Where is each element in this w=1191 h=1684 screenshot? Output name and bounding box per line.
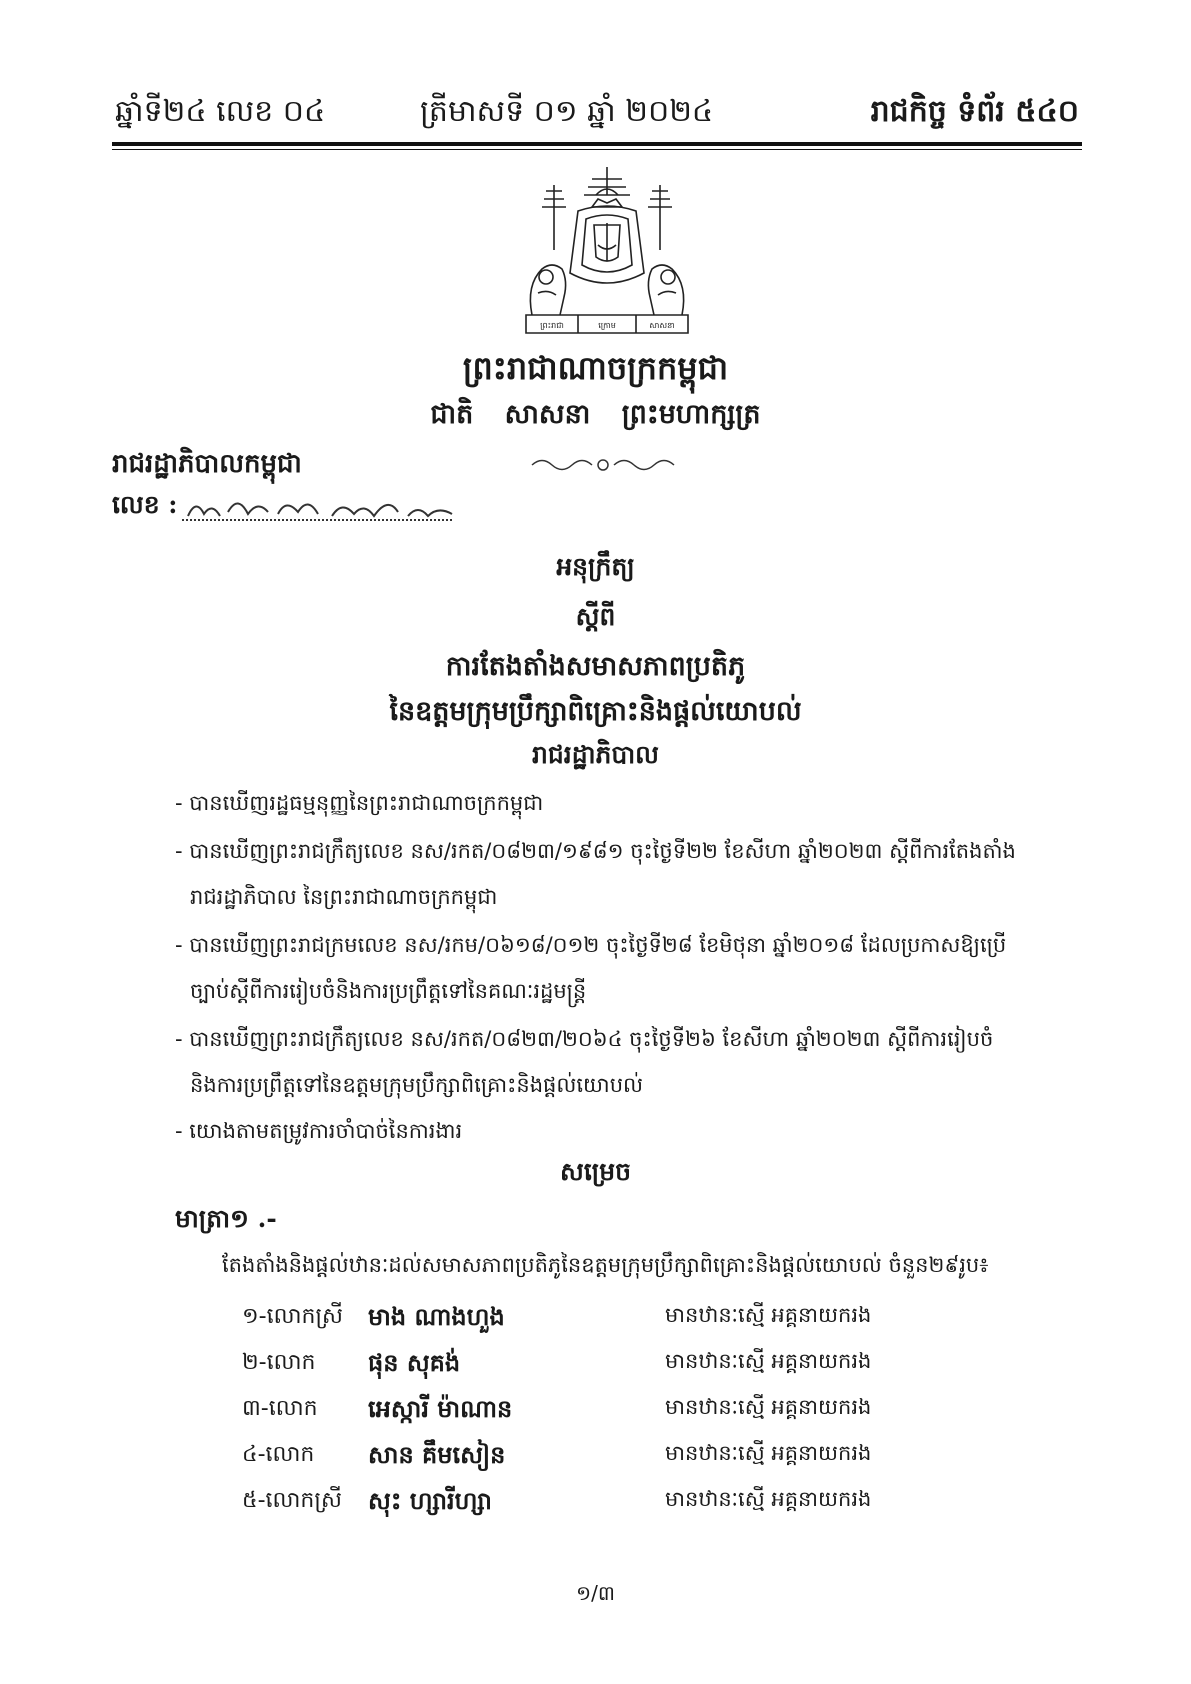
title-about: ស្តីពី [575, 602, 616, 631]
member-row [0, 1302, 1191, 1342]
decision-heading: សម្រេច [560, 1157, 631, 1186]
header-rule-thin [112, 149, 1082, 150]
ribbon-left-text: ព្រះរាជា [540, 321, 564, 330]
member-index: ៤-លោក [242, 1442, 315, 1467]
member-name: ផុន សុគង់ [368, 1348, 461, 1377]
preamble-item: - បានឃើញព្រះរាជក្រឹត្យលេខ នស/រកត/០៨២៣/២០៦៤ ចុះថ្ងៃទី២៦ ខែសីហា ឆ្នាំ២០២៣ ស្តីពីការរៀបចំ [175, 1027, 994, 1051]
member-rank: មានឋានៈស្មើ អគ្គនាយករង [665, 1349, 872, 1373]
title-subject-line2: នៃឧត្តមក្រុមប្រឹក្សាពិគ្រោះនិងផ្តល់យោបល់ [389, 696, 802, 727]
decorative-flourish-icon [528, 454, 678, 476]
member-rank: មានឋានៈស្មើ អគ្គនាយករង [665, 1487, 872, 1511]
gazette-quarter: ត្រីមាសទី ០១ ឆ្នាំ ២០២៤ [420, 94, 714, 129]
member-row [0, 1440, 1191, 1480]
national-motto: ជាតិ សាសនា ព្រះមហាក្សត្រ [430, 399, 761, 430]
royal-arms-of-cambodia-icon [512, 165, 702, 340]
document-type: អនុក្រឹត្យ [556, 552, 635, 581]
title-subject-line1: ការតែងតាំងសមាសភាពប្រតិភូ [445, 651, 746, 682]
page-indicator: ១/៣ [576, 1581, 615, 1605]
member-rank: មានឋានៈស្មើ អគ្គនាយករង [665, 1395, 872, 1419]
title-authority: រាជរដ្ឋាភិបាល [532, 740, 659, 769]
member-name: មាង ណាងហួង [368, 1302, 505, 1331]
member-row [0, 1348, 1191, 1388]
ribbon-right-text: សាសនា [649, 321, 675, 330]
member-row [0, 1486, 1191, 1526]
member-row [0, 1394, 1191, 1434]
document-number-label: លេខ : [112, 490, 178, 519]
issuing-authority: រាជរដ្ឋាភិបាលកម្ពុជា [112, 449, 302, 479]
gazette-page-number: រាជកិច្ច ទំព័រ ៥៤០ [870, 94, 1079, 129]
article-1-label: មាត្រា១ .- [175, 1204, 277, 1233]
ribbon-center-text: ក្រោម [598, 321, 616, 330]
preamble-item: - បានឃើញព្រះរាជក្រឹត្យលេខ នស/រកត/០៨២៣/១៩៨១ ចុះថ្ងៃទី២២ ខែសីហា ឆ្នាំ២០២៣ ស្តីពីការតែងតាំង [175, 839, 1016, 863]
article-1-text: តែងតាំងនិងផ្តល់ឋានៈដល់សមាសភាពប្រតិភូនៃឧត្តមក្រុមប្រឹក្សាពិគ្រោះនិងផ្តល់យោបល់ ចំនួន២៩រូប៖ [222, 1253, 989, 1277]
number-dotted-line [182, 519, 452, 521]
member-rank: មានឋានៈស្មើ អគ្គនាយករង [665, 1303, 872, 1327]
preamble-item-continuation: និងការប្រព្រឹត្តទៅនៃឧត្តមក្រុមប្រឹក្សាពិគ្រោះនិងផ្តល់យោបល់ [190, 1073, 644, 1097]
member-name: សុះ ហ្សារីហ្សា [368, 1486, 492, 1515]
preamble-item-continuation: រាជរដ្ឋាភិបាល នៃព្រះរាជាណាចក្រកម្ពុជា [190, 885, 498, 909]
kingdom-name: ព្រះរាជាណាចក្រកម្ពុជា [462, 349, 729, 387]
header-rule [112, 142, 1082, 146]
member-index: ២-លោក [242, 1350, 316, 1375]
member-index: ៥-លោកស្រី [242, 1488, 342, 1513]
member-index: ៣-លោក [242, 1396, 318, 1421]
member-index: ១-លោកស្រី [242, 1304, 343, 1329]
preamble-item: - បានឃើញព្រះរាជក្រមលេខ នស/រកម/០៦១៨/០១២ ចុះថ្ងៃទី២៨ ខែមិថុនា ឆ្នាំ២០១៨ ដែលប្រកាសឱ្យប្រើ [175, 933, 1007, 957]
preamble-item: - យោងតាមតម្រូវការចាំបាច់នៃការងារ [175, 1119, 463, 1143]
gazette-year-issue: ឆ្នាំទី២៤ លេខ ០៤ [115, 94, 326, 129]
member-name: សាន គឹមសៀន [368, 1440, 506, 1469]
preamble-item: - បានឃើញរដ្ឋធម្មនុញ្ញនៃព្រះរាជាណាចក្រកម្ពុជា [175, 791, 544, 815]
member-rank: មានឋានៈស្មើ អគ្គនាយករង [665, 1441, 872, 1465]
member-name: អេស្ការី ម៉ាណាន [368, 1394, 513, 1423]
handwritten-number-icon [182, 488, 462, 528]
preamble-item-continuation: ច្បាប់ស្តីពីការរៀបចំនិងការប្រព្រឹត្តទៅនៃគណៈរដ្ឋមន្ត្រី [190, 979, 587, 1003]
